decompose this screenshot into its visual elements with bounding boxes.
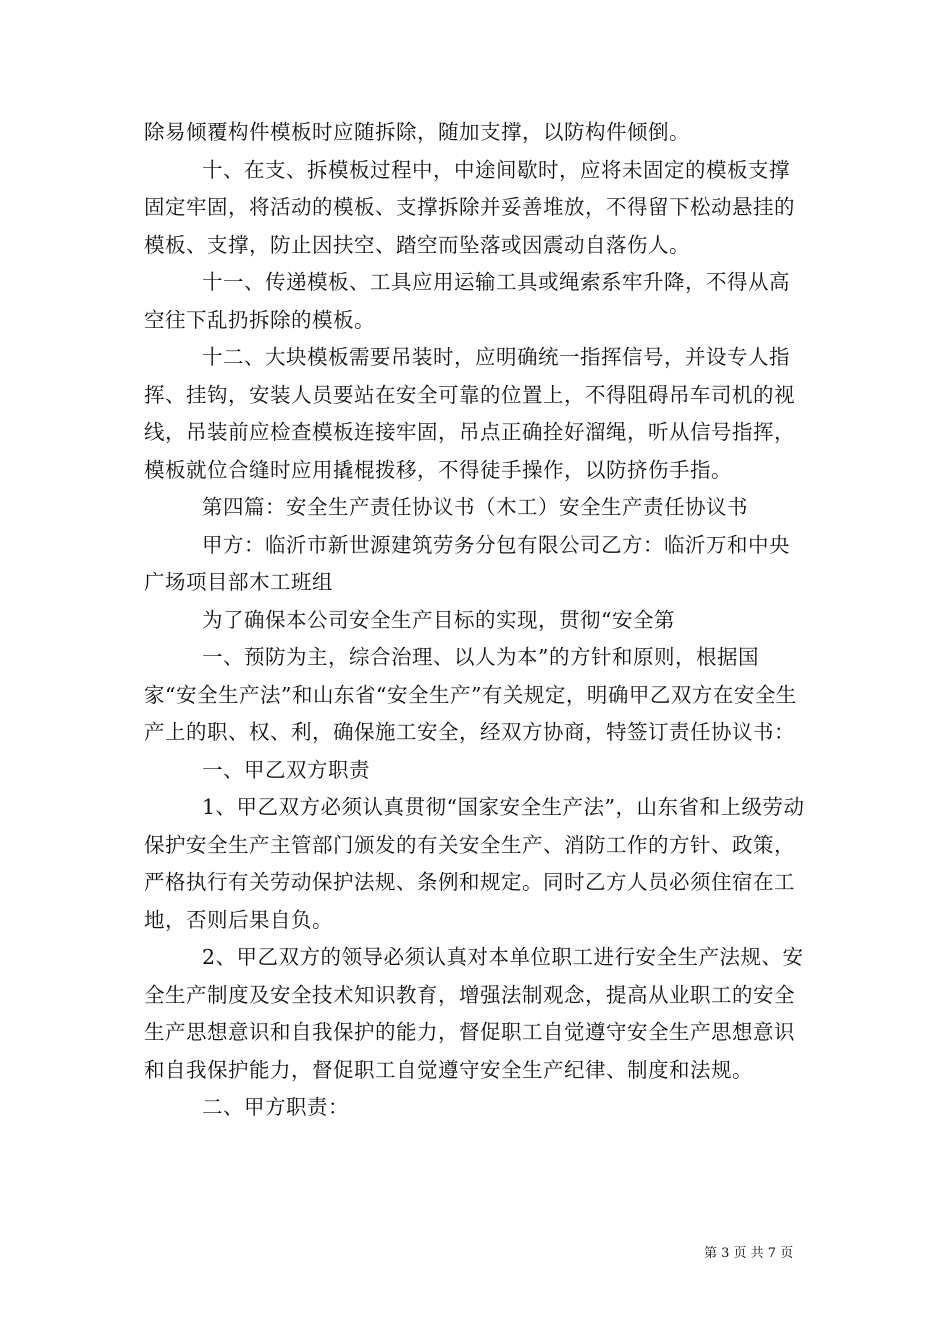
paragraph-intro: 为了确保本公司安全生产目标的实现，贯彻“安全第	[202, 607, 675, 632]
paragraph-4: 十二、大块模板需要吊装时，应明确统一指挥信号，并设专人指挥、挂钩，安装人员要站在安全可靠的位置上，不得阻碍吊车司机的视线，吊装前应检查模板连接牢固，吊点正确拴好溜绳，听从信号指挥，模板就位合缝时应用撬棍拨移，不得徒手操作，以防挤伤手指。	[144, 345, 795, 482]
duty-item-1: 1、甲乙双方必须认真贯彻“国家安全生产法”，山东省和上级劳动保护安全生产主管部门颁发的有关安全生产、消防工作的方针、政策，严格执行有关劳动保护法规、条例和规定。同时乙方人员必须住宿在工地，否则后果自负。	[144, 795, 805, 932]
subheading-duties: 一、甲乙双方职责	[202, 757, 370, 782]
paragraph-1: 除易倾覆构件模板时应随拆除，随加支撑，以防构件倾倒。	[144, 120, 690, 144]
section-heading-4: 第四篇：安全生产责任协议书（木工）安全生产责任协议书	[202, 495, 748, 519]
document-body	[144, 114, 809, 1127]
paragraph-2: 十、在支、拆模板过程中，中途间歇时，应将未固定的模板支撑固定牢固，将活动的模板、支撑拆除并妥善堆放，不得留下松动悬挂的模板、支撑，防止因扶空、踏空而坠落或因震动自落伤人。	[144, 157, 795, 257]
paragraph-3: 十一、传递模板、工具应用运输工具或绳索系牢升降，不得从高空往下乱扔拆除的模板。	[144, 270, 790, 332]
subheading-party-a: 二、甲方职责：	[202, 1095, 349, 1119]
duty-item-2: 2、甲乙双方的领导必须认真对本单位职工进行安全生产法规、安全生产制度及安全技术知识教育，增强法制观念，提高从业职工的安全生产思想意识和自我保护的能力，督促职工自觉遵守安全生产思想意识和自我保护能力，督促职工自觉遵守安全生产纪律、制度和法规。	[144, 945, 804, 1082]
page-number: 第 3 页 共 7 页	[704, 1246, 794, 1261]
party-info: 甲方：临沂市新世源建筑劳务分包有限公司乙方：临沂万和中央广场项目部木工班组	[144, 532, 790, 594]
paragraph-principle: 一、预防为主，综合治理、以人为本”的方针和原则，根据国家“安全生产法”和山东省“安全生产”有关规定，明确甲乙双方在安全生产上的职、权、利，确保施工安全，经双方协商，特签订责任协议书：	[144, 645, 797, 744]
